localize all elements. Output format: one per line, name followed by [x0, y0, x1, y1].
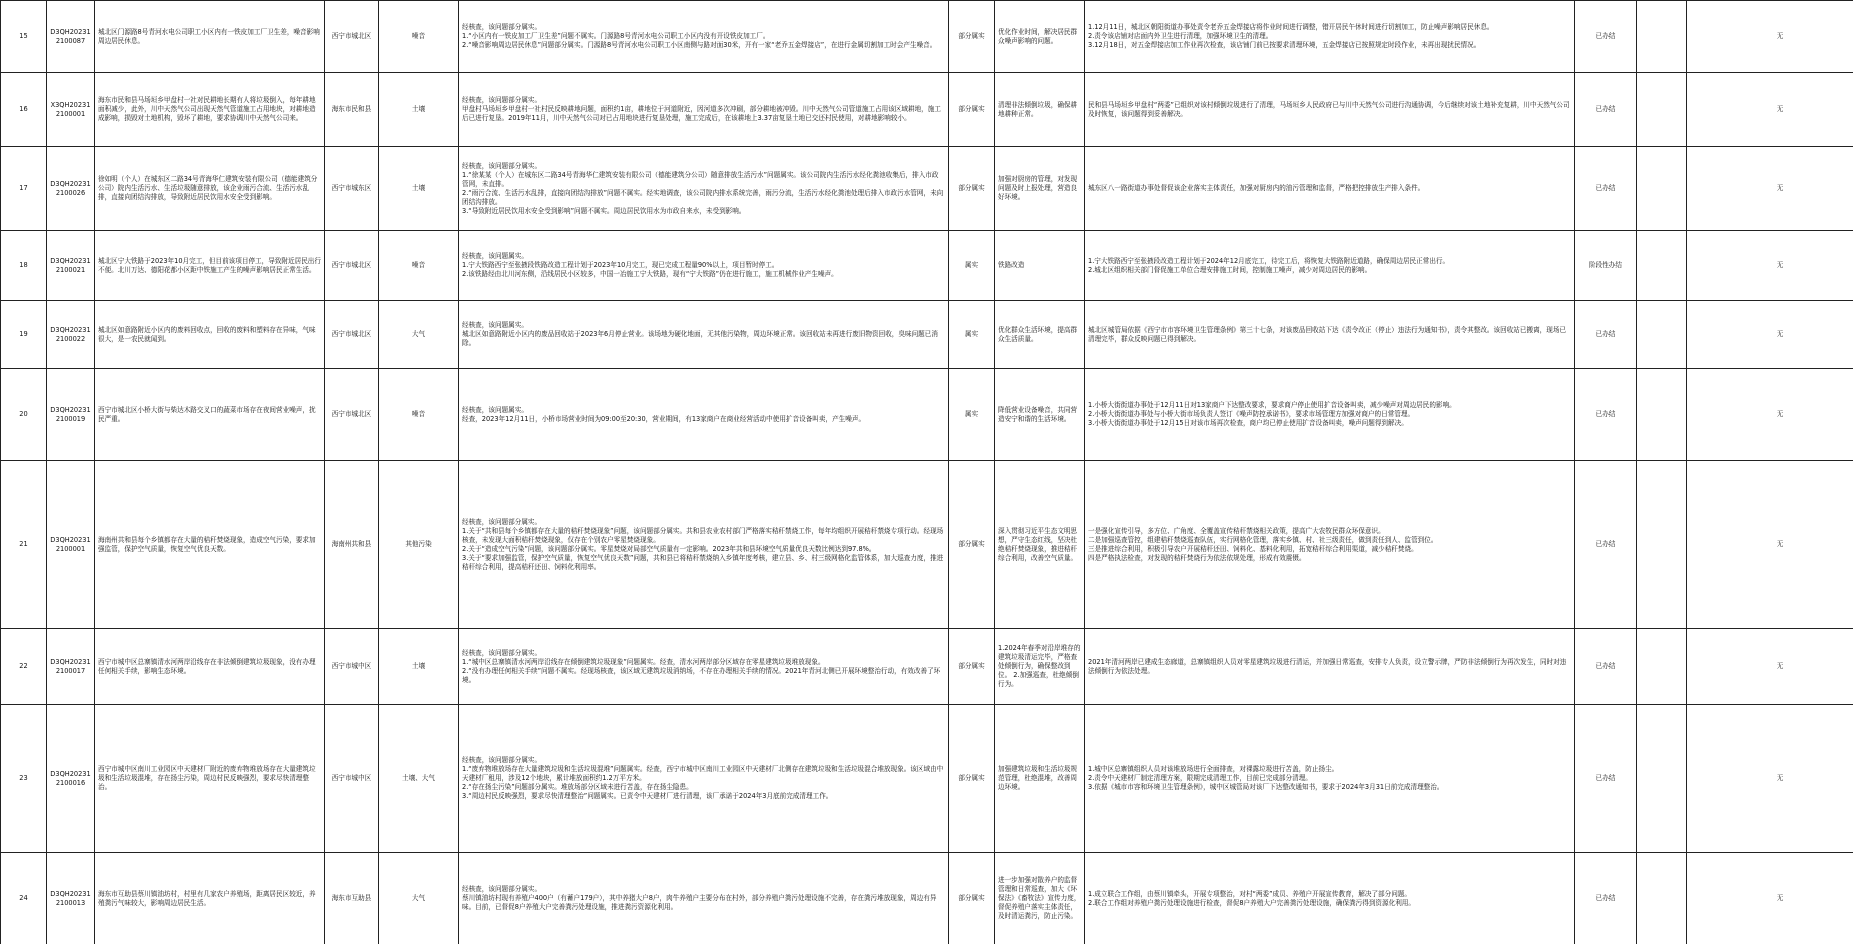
cell-status: 已办结	[1575, 705, 1637, 853]
cell-goal: 进一步加强对散养户的监督管理和日常巡查，加大《环保法》《畜牧法》宣传力度，督促养殖户落实主体责任，及时清运粪污，防止污染。	[995, 853, 1085, 944]
cell-area: 西宁市城中区	[325, 629, 379, 705]
cell-code: D3QH202312100016	[47, 705, 95, 853]
cell-issue: 城北区门源路8号青河水电公司职工小区内有一铁皮加工厂卫生差，噪音影响周边居民休息。	[95, 1, 325, 73]
cell-measures: 一是强化宣传引导，多方位、广角度、全覆盖宣传秸秆禁烧相关政策，提高广大农牧民群众环保意识。 二是加强巡查管控，组建秸秆禁烧巡查队伍，实行网格化管理，落实乡镇、村、社三级责任，做到责任到人、监管到位。 三是推进综合利用，积极引导农户开展秸秆还田、饲料化、基料化利用，拓宽秸秆综合利用渠道，减少秸秆焚烧。 四是严格执法检查，对发现的秸秆焚烧行为依法依规处理，形成有效震慑。	[1085, 461, 1575, 629]
cell-blank	[1637, 147, 1687, 231]
cell-verdict: 属实	[949, 231, 995, 301]
cell-status: 阶段性办结	[1575, 231, 1637, 301]
cell-verdict: 部分属实	[949, 1, 995, 73]
cell-blank	[1637, 1, 1687, 73]
cell-measures: 1.12月11日，城北区朝阳街道办事处责令老乔五金焊接店将作业时间进行调整，错开居民午休时间进行切割加工，防止噪声影响居民休息。 2.责令该店铺对店面内外卫生进行清理，加强环境卫生的清理。 3.12月18日，对五金焊接店加工作业再次检查，该店铺门前已按要求清理环境，五金焊接店已按照规定时段作业，未再出现扰民情况。	[1085, 1, 1575, 73]
cell-type: 噪音	[379, 231, 459, 301]
cell-no: 15	[1, 1, 47, 73]
cell-no: 21	[1, 461, 47, 629]
cell-type: 土壤	[379, 73, 459, 147]
table-row	[1, 301, 1853, 369]
cell-remark: 无	[1687, 629, 1853, 705]
cell-no: 19	[1, 301, 47, 369]
cell-remark: 无	[1687, 853, 1853, 944]
cell-goal: 清理非法倾倒垃圾，确保耕地耕种正常。	[995, 73, 1085, 147]
cell-status: 已办结	[1575, 369, 1637, 461]
cell-area: 海南州共和县	[325, 461, 379, 629]
cell-type: 土壤、大气	[379, 705, 459, 853]
cell-issue: 西宁市城中区南川工业园区中天建材厂附近的废弃物堆放场存在大量建筑垃圾和生活垃圾混堆，存在扬尘污染，周边村民反映强烈，要求尽快清理整治。	[95, 705, 325, 853]
cell-findings: 经核查，该问题部分属实。 1.关于“共和县每个乡镇都存在大量的秸秆焚烧现象”问题，该问题部分属实。共和县农业农村部门严格落实秸秆禁烧工作，每年均组织开展秸秆禁烧专项行动。经现场核查，未发现大面积秸秆焚烧现象，仅存在个别农户零星焚烧现象。 2.关于“造成空气污染”问题，该问题部分属实。零星焚烧对局部空气质量有一定影响。2023年共和县环境空气质量优良天数比例达到97.8%。 3.关于“要求加强监管，保护空气质量，恢复空气优良天数”问题，共和县已将秸秆禁烧纳入乡镇年度考核，建立县、乡、村三级网格化监管体系，加大巡查力度，推进秸秆综合利用，提高秸秆还田、饲料化利用率。	[459, 461, 949, 629]
cell-findings: 经核查，该问题部分属实。 1.“城中区总寨镇清水河两岸沿线存在倾倒建筑垃圾现象”问题属实。经查，清水河两岸部分区域存在零星建筑垃圾堆放现象。 2.“没有办理任何相关手续”问题不属实。经现场核查，该区域无建筑垃圾消纳场，不存在办理相关手续的情况。2021年青河北侧已开展环境整治行动，有效改善了环境。	[459, 629, 949, 705]
cell-issue: 城北区宁大铁路于2023年10月完工，但目前该项目停工，导致附近居民出行不便。北川万达、德阳花都小区距中铁施工产生的噪声影响居民正常生活。	[95, 231, 325, 301]
cell-remark: 无	[1687, 369, 1853, 461]
cell-verdict: 部分属实	[949, 461, 995, 629]
table-row	[1, 629, 1853, 705]
cell-type: 噪音	[379, 369, 459, 461]
cell-goal: 加强对厨房的管理，对发现问题及时上报处理，营造良好环境。	[995, 147, 1085, 231]
table-row	[1, 369, 1853, 461]
cell-measures: 1.成立联合工作组，由蔡川镇牵头，开展专项整治，对村“两委”成员、养殖户开展宣传教育，解决了部分问题。 2.联合工作组对养殖户粪污处理设施进行检查，督促8户养殖大户完善粪污处理设施，确保粪污得到资源化利用。	[1085, 853, 1575, 944]
cell-area: 海东市互助县	[325, 853, 379, 944]
cell-code: D3QH202312100022	[47, 301, 95, 369]
table-row	[1, 853, 1853, 944]
cell-status: 已办结	[1575, 853, 1637, 944]
cell-findings: 经核查，该问题部分属实。 1.“徐某某（个人）在城东区二路34号青海华仁建筑安装有限公司（德能建筑分公司）随意排放生活污水”问题属实。该公司院内生活污水经化粪池收集后，排入市政管网，未直排。 2.“雨污合流、生活污水乱排，直接向团结沟排放”问题不属实。经实地调查，该公司院内排水系统完善，雨污分流，生活污水经化粪池处理后排入市政污水管网，未向团结沟排放。 3.“导致附近居民饮用水安全受到影响”问题不属实。周边居民饮用水为市政自来水，未受到影响。	[459, 147, 949, 231]
cell-goal: 铁路改造	[995, 231, 1085, 301]
cell-verdict: 部分属实	[949, 705, 995, 853]
cell-verdict: 部分属实	[949, 147, 995, 231]
cell-status: 已办结	[1575, 461, 1637, 629]
cell-findings: 经核查，该问题部分属实。 蔡川镇油坊村现有养殖户400户（有蓄户179户），其中养猪大户8户，肉牛养殖户主要分布在村外，部分养殖户粪污处理设施不完善，存在粪污堆放现象，周边有异味。目前，已督促8户养殖大户完善粪污处理设施，推进粪污资源化利用。	[459, 853, 949, 944]
cell-blank	[1637, 629, 1687, 705]
cell-no: 16	[1, 73, 47, 147]
cell-area: 西宁市城北区	[325, 1, 379, 73]
table-row	[1, 231, 1853, 301]
cell-status: 已办结	[1575, 629, 1637, 705]
cell-remark: 无	[1687, 147, 1853, 231]
cell-code: D3QH202312100026	[47, 147, 95, 231]
cell-issue: 徐如明（个人）在城东区二路34号青海华仁建筑安装有限公司（德能建筑分公司）院内生活污水、生活垃圾随意排放，该企业雨污合流、生活污水乱排，直接向团结沟排放，导致附近居民饮用水安全受到影响。	[95, 147, 325, 231]
cell-remark: 无	[1687, 73, 1853, 147]
cell-findings: 经核查，该问题部分属实。 1.“废弃物堆放场存在大量建筑垃圾和生活垃圾混堆”问题属实。经查，西宁市城中区南川工业园区中天建材厂北侧存在建筑垃圾和生活垃圾混合堆放现象。该区域由中天建材厂租用，涉及12个地块，累计堆放面积约1.2万平方米。 2.“存在扬尘污染”问题部分属实。堆放场部分区域未进行苫盖，存在扬尘隐患。 3.“周边村民反映强烈，要求尽快清理整治”问题属实。已责令中天建材厂进行清理，该厂承诺于2024年3月底前完成清理工作。	[459, 705, 949, 853]
cell-type: 大气	[379, 853, 459, 944]
cell-measures: 民和县马场垣乡甲盘村“两委”已组织对该村倾倒垃圾进行了清理，马场垣乡人民政府已与川中天然气公司进行沟通协调，今后继续对该土地补充复耕，川中天然气公司及时恢复，该问题得到妥善解决。	[1085, 73, 1575, 147]
cell-status: 已办结	[1575, 73, 1637, 147]
cell-type: 噪音	[379, 1, 459, 73]
cell-findings: 经核查，该问题属实。 1.宁大铁路西宁至张掖段铁路改造工程计划于2023年10月完工，现已完成工程量90%以上，项目暂时停工。 2.该铁路经由北川河东侧，沿线居民小区较多，中国一冶施工宁大铁路，现有“宁大铁路”仍在进行施工，施工机械作业产生噪声。	[459, 231, 949, 301]
cell-blank	[1637, 301, 1687, 369]
cell-issue: 海东市民和县马场垣乡甲盘村一社对民耕地长期有人将垃圾倒入，每年耕地面积减少，此外，川中天然气公司出现天然气管道施工占用地块，对耕地造成影响，损毁对土地机构，毁坏了耕地，要求协调川中天然气公司来。	[95, 73, 325, 147]
cell-goal: 优化群众生活环境，提高群众生活质量。	[995, 301, 1085, 369]
cell-area: 西宁市城北区	[325, 231, 379, 301]
cell-no: 23	[1, 705, 47, 853]
cell-no: 22	[1, 629, 47, 705]
cell-type: 土壤	[379, 629, 459, 705]
cell-findings: 经核查，该问题部分属实。 甲盘村马场垣乡甲盘村一社村民反映耕地问题，面积约1亩，耕地位于河道附近，因河道多次冲刷，部分耕地被冲毁。川中天然气公司管道施工占用该区域耕地，施工后已进行复垦。2019年11月，川中天然气公司对已占用地块进行复垦处理，施工完成后，在该耕地上3.37亩复垦土地已交还村民使用，对耕地影响较小。	[459, 73, 949, 147]
cell-remark: 无	[1687, 301, 1853, 369]
cell-no: 18	[1, 231, 47, 301]
cell-measures: 1.城中区总寨镇组织人员对该堆放场进行全面排查，对裸露垃圾进行苫盖，防止扬尘。 2.责令中天建材厂制定清理方案，限期完成清理工作，目前已完成部分清理。 3.依据《城市市容和环境卫生管理条例》，城中区城管局对该厂下达整改通知书，要求于2024年3月31日前完成清理整治。	[1085, 705, 1575, 853]
cell-blank	[1637, 231, 1687, 301]
cell-remark: 无	[1687, 231, 1853, 301]
cell-verdict: 部分属实	[949, 853, 995, 944]
cell-findings: 经核查，该问题部分属实。 1.“小区内有一铁皮加工厂卫生差”问题不属实。门源路8号青河水电公司职工小区内没有开设铁皮加工厂。 2.“噪音影响周边居民休息”问题部分属实。门源路8号青河水电公司职工小区南侧与路对面30米，开有一家“老乔五金焊接店”，在进行金属切割加工时会产生噪音。	[459, 1, 949, 73]
cell-goal: 优化作业时间，解决居民群众噪声影响的问题。	[995, 1, 1085, 73]
cell-issue: 城北区如意路附近小区内的废料回收点，回收的废料和塑料存在异味，气味很大，是一农民就闻到。	[95, 301, 325, 369]
table-row	[1, 147, 1853, 231]
cell-verdict: 属实	[949, 369, 995, 461]
cell-measures: 城东区八一路街道办事处督促该企业落实主体责任，加强对厨房内的油污管理和监督，严格把控排放生产排入条件。	[1085, 147, 1575, 231]
cell-no: 17	[1, 147, 47, 231]
cell-code: X3QH202312100001	[47, 73, 95, 147]
cell-remark: 无	[1687, 705, 1853, 853]
cell-blank	[1637, 853, 1687, 944]
table-row	[1, 73, 1853, 147]
cell-goal: 1.2024年春季对沿岸堆存的建筑垃圾清运完毕，严格查处倾倒行为，确保整改到位。 2.加强巡查，杜绝倾倒行为。	[995, 629, 1085, 705]
cell-code: D3QH202312100087	[47, 1, 95, 73]
table-row	[1, 705, 1853, 853]
cell-findings: 经核查，该问题属实。 城北区如意路附近小区内的废品回收站于2023年6月停止营业。该场地为硬化地面，无其他污染物，周边环境正常。该回收站未再进行废旧物资回收，臭味问题已消除。	[459, 301, 949, 369]
cell-verdict: 部分属实	[949, 73, 995, 147]
cell-measures: 1.小桥大街街道办事处于12月11日对13家商户下达整改要求，要求商户停止使用扩音设备叫卖，减少噪声对周边居民的影响。 2.小桥大街街道办事处与小桥大街市场负责人签订《噪声防控承诺书》，要求市场管理方加强对商户的日常管理。 3.小桥大街街道办事处于12月15日对该市场再次检查，商户均已停止使用扩音设备叫卖，噪声问题得到解决。	[1085, 369, 1575, 461]
cell-measures: 2021年清河两岸已建成生态廊道，总寨镇组织人员对零星建筑垃圾进行清运，并加强日常巡查，安排专人负责，设立警示牌，严防非法倾倒行为再次发生，同时对违法倾倒行为依法处理。	[1085, 629, 1575, 705]
cell-verdict: 属实	[949, 301, 995, 369]
cell-type: 大气	[379, 301, 459, 369]
cell-blank	[1637, 705, 1687, 853]
cell-no: 24	[1, 853, 47, 944]
cell-type: 土壤	[379, 147, 459, 231]
table-row	[1, 1, 1853, 73]
cell-blank	[1637, 461, 1687, 629]
cell-blank	[1637, 73, 1687, 147]
cell-blank	[1637, 369, 1687, 461]
cell-code: D3QH202312100013	[47, 853, 95, 944]
cell-findings: 经核查，该问题属实。 经查，2023年12月11日，小桥市场营业时间为09:00至20:30，营业期间，有13家商户在商业经营活动中使用扩音设备叫卖，产生噪声。	[459, 369, 949, 461]
cell-code: D3QH202312100021	[47, 231, 95, 301]
table-row	[1, 461, 1853, 629]
cell-remark: 无	[1687, 1, 1853, 73]
cell-status: 已办结	[1575, 301, 1637, 369]
cell-code: D3QH202312100019	[47, 369, 95, 461]
cell-type: 其他污染	[379, 461, 459, 629]
cell-verdict: 部分属实	[949, 629, 995, 705]
cell-goal: 加强建筑垃圾和生活垃圾规范管理，杜绝混堆，改善周边环境。	[995, 705, 1085, 853]
cell-no: 20	[1, 369, 47, 461]
cell-issue: 西宁市城中区总寨镇清水河两岸沿线存在非法倾倒建筑垃圾现象，没有办理任何相关手续，影响生态环境。	[95, 629, 325, 705]
cell-area: 海东市民和县	[325, 73, 379, 147]
cell-issue: 海南州共和县每个乡镇都存在大量的秸秆焚烧现象，造成空气污染，要求加强监管，保护空气质量，恢复空气优良天数。	[95, 461, 325, 629]
cell-goal: 深入贯彻习近平生态文明思想，严守生态红线，坚决杜绝秸秆焚烧现象，推进秸秆综合利用，改善空气质量。	[995, 461, 1085, 629]
cell-issue: 海东市互助县蔡川镇油坊村，村里有几家农户养殖场，距离居民区较近，养殖粪污气味较大，影响周边居民生活。	[95, 853, 325, 944]
cell-measures: 城北区城管局依据《西宁市市容环境卫生管理条例》第三十七条，对该废品回收站下达《责令改正（停止）违法行为通知书》，责令其整改。该回收站已搬离，现场已清理完毕，群众反映问题已得到解决。	[1085, 301, 1575, 369]
cell-issue: 西宁市城北区小桥大街与柴达木路交叉口的蔬菜市场存在夜间营业噪声，扰民严重。	[95, 369, 325, 461]
cell-code: D3QH202312100001	[47, 461, 95, 629]
cell-area: 西宁市城东区	[325, 147, 379, 231]
cell-area: 西宁市城中区	[325, 705, 379, 853]
cell-status: 已办结	[1575, 1, 1637, 73]
cell-status: 已办结	[1575, 147, 1637, 231]
cell-code: D3QH202312100017	[47, 629, 95, 705]
cell-measures: 1.宁大铁路西宁至张掖段改造工程计划于2024年12月底完工，待完工后，将恢复大铁路附近道路，确保周边居民正常出行。 2.城北区组织相关部门督促施工单位合理安排施工时间，控制施工噪声，减少对周边居民的影响。	[1085, 231, 1575, 301]
cell-area: 西宁市城北区	[325, 369, 379, 461]
cell-remark: 无	[1687, 461, 1853, 629]
cell-area: 西宁市城北区	[325, 301, 379, 369]
cell-goal: 降低营业设备噪音，共同营造安宁和谐的生活环境。	[995, 369, 1085, 461]
